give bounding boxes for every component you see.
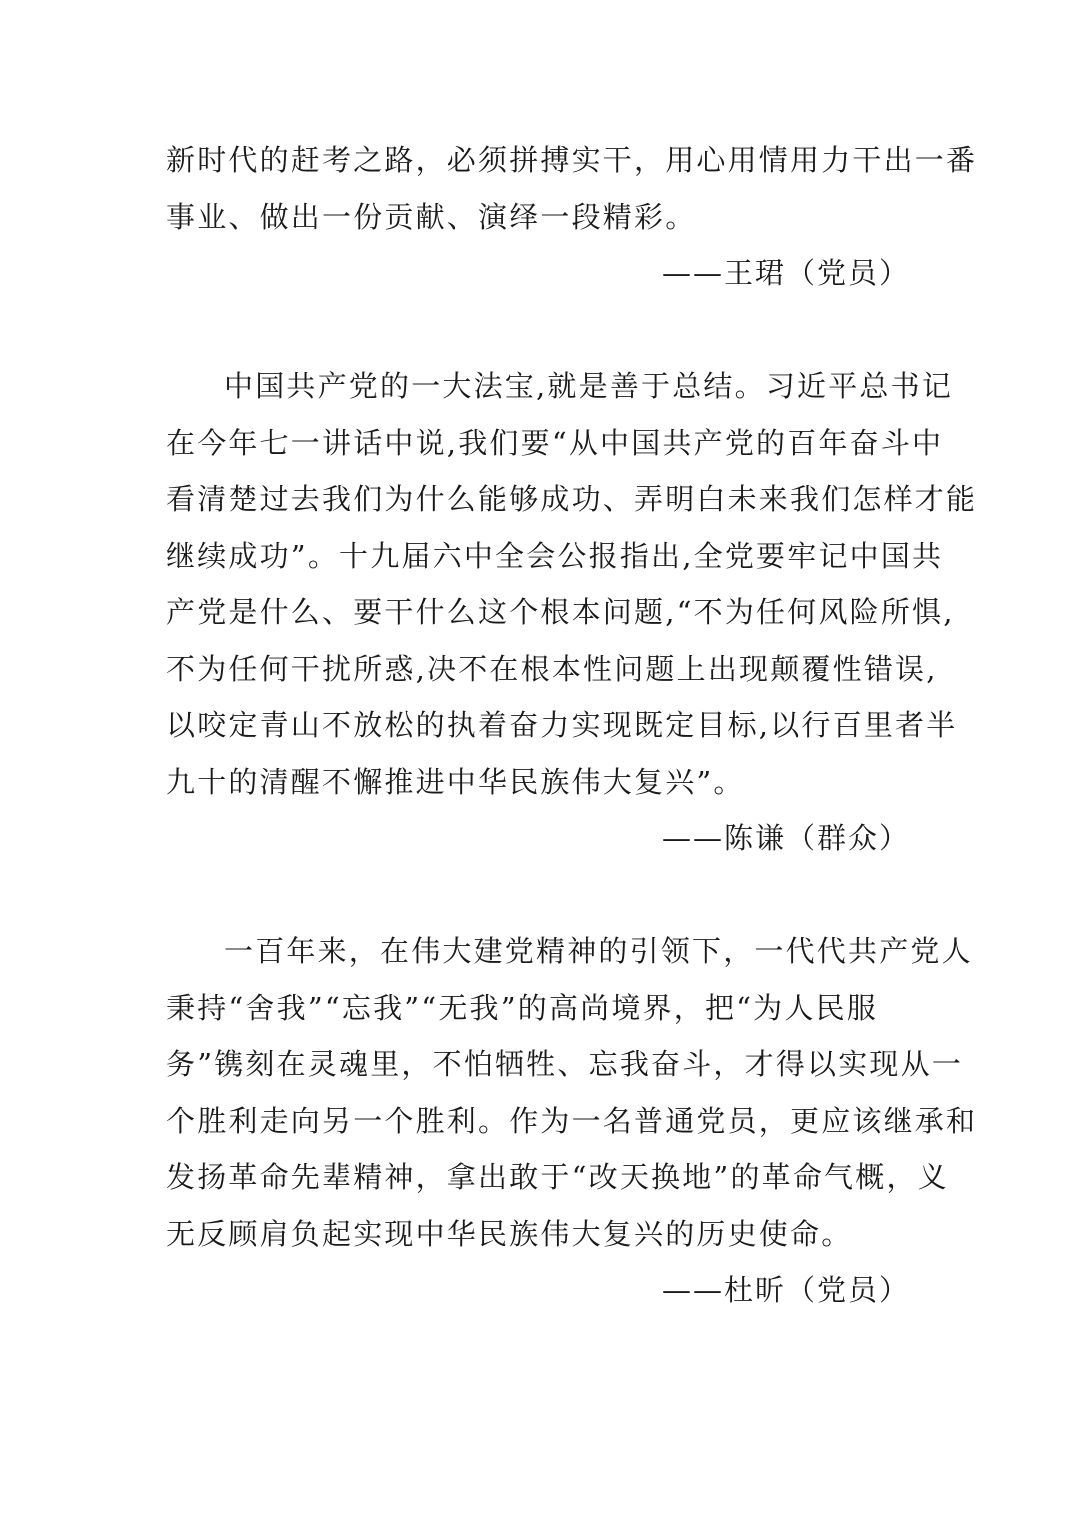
paragraph-line: 以咬定青山不放松的执着奋力实现既定目标,以行百里者半	[166, 708, 958, 742]
paragraph-line: 中国共产党的一大法宝,就是善于总结。习近平总书记	[224, 369, 954, 403]
paragraph-line: 产党是什么、要干什么这个根本问题,“不为任何风险所惧,	[166, 595, 955, 629]
paragraph-line: 在今年七一讲话中说,我们要“从中国共产党的百年奋斗中	[166, 426, 944, 460]
paragraph-line: 发扬革命先辈精神，拿出敢于“改天换地”的革命气概，义	[166, 1160, 949, 1194]
paragraph-line: 不为任何干扰所惑,决不在根本性问题上出现颠覆性错误,	[166, 652, 938, 686]
paragraph-line: 九十的清醒不懈推进中华民族伟大复兴”。	[166, 765, 745, 799]
paragraph-line: 无反顾肩负起实现中华民族伟大复兴的历史使命。	[166, 1217, 853, 1251]
signature: ——陈谦（群众）	[661, 821, 910, 855]
paragraph-line: 看清楚过去我们为什么能够成功、弄明白未来我们怎样才能	[166, 482, 978, 516]
paragraph-line: 新时代的赶考之路，必须拼搏实干，用心用情用力干出一番	[166, 143, 978, 177]
paragraph-line: 个胜利走向另一个胜利。作为一名普通党员，更应该继承和	[166, 1104, 978, 1138]
paragraph-line: 务”镌刻在灵魂里，不怕牺牲、忘我奋斗，才得以实现从一	[166, 1047, 964, 1081]
paragraph-line: 继续成功”。十九届六中全会公报指出,全党要牢记中国共	[166, 539, 944, 573]
paragraph-line: 一百年来，在伟大建党精神的引领下，一代代共产党人	[224, 934, 973, 968]
paragraph-line: 秉持“舍我”“忘我”“无我”的高尚境界，把“为人民服	[166, 991, 878, 1025]
signature: ——杜昕（党员）	[661, 1273, 910, 1307]
paragraph-line: 事业、做出一份贡献、演绎一段精彩。	[166, 200, 697, 234]
signature: ——王珺（党员）	[661, 256, 910, 290]
